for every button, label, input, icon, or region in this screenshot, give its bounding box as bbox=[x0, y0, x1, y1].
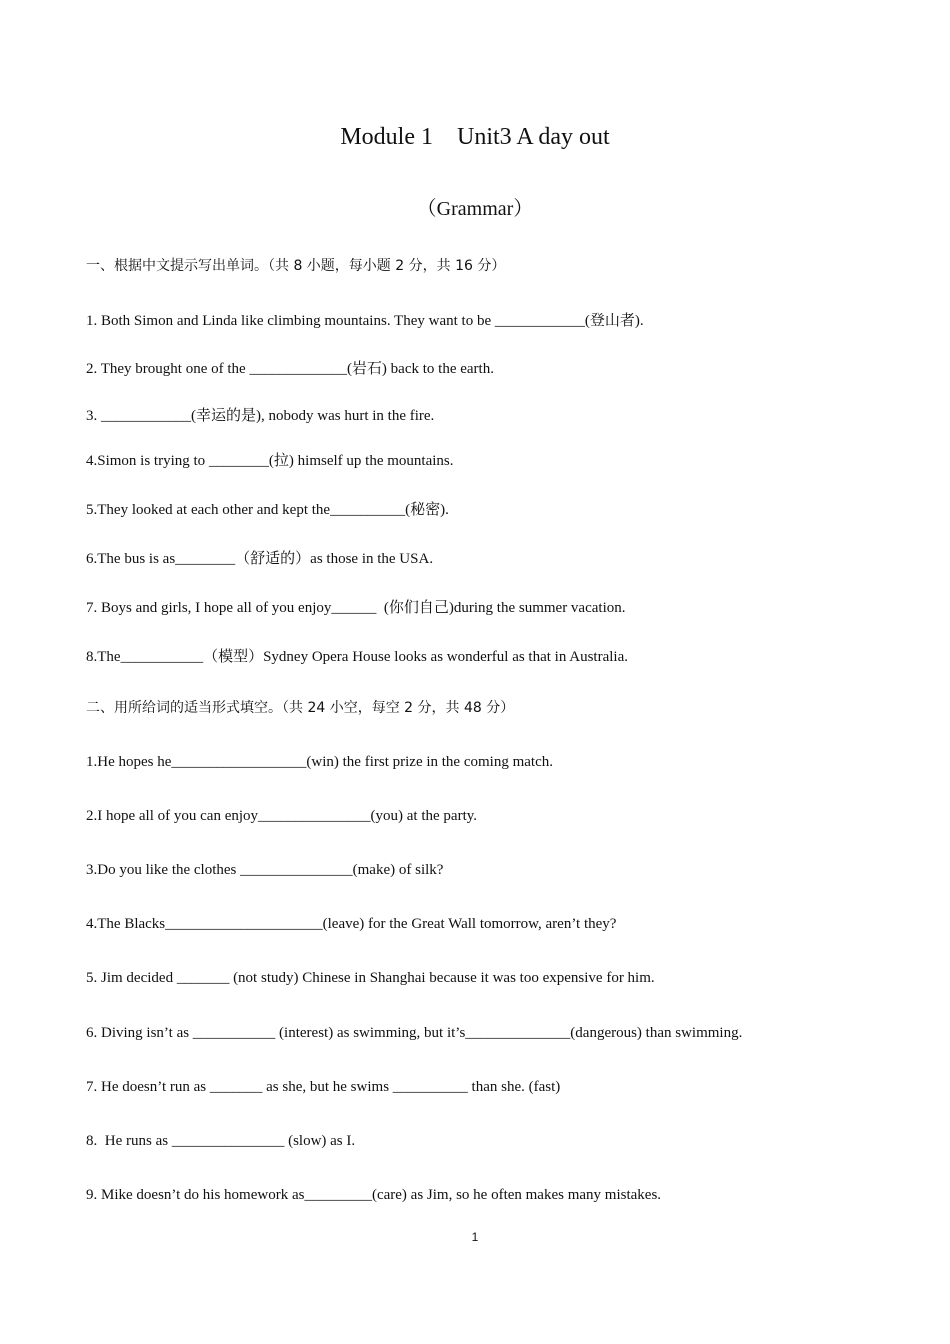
section2-question: 2.I hope all of you can enjoy_______________(you) at the party. bbox=[86, 808, 478, 824]
section2-question: 5. Jim decided _______ (not study) Chinese in Shanghai because it was too expensive for him. bbox=[86, 970, 655, 986]
section2-question: 1.He hopes he__________________(win) the first prize in the coming match. bbox=[86, 754, 553, 770]
section1-question: 1. Both Simon and Linda like climbing mountains. They want to be ____________(登山者). bbox=[86, 313, 644, 329]
page-subtitle: （Grammar） bbox=[416, 198, 534, 220]
section1-question: 7. Boys and girls, I hope all of you enjoy______ (你们自己)during the summer vacation. bbox=[86, 600, 626, 616]
section2-question: 6. Diving isn’t as ___________ (interest) as swimming, but it’s______________(dangerous) than swimming. bbox=[86, 1025, 743, 1041]
section1-heading: 一、根据中文提示写出单词。（共 8 小题，每小题 2 分，共 16 分） bbox=[86, 258, 506, 274]
section1-question: 3. ____________(幸运的是), nobody was hurt in the fire. bbox=[86, 408, 435, 424]
section2-question: 7. He doesn’t run as _______ as she, but he swims __________ than she. (fast) bbox=[86, 1079, 561, 1095]
page-title: Module 1 Unit3 A day out bbox=[340, 124, 610, 150]
section1-question: 8.The___________（模型）Sydney Opera House looks as wonderful as that in Australia. bbox=[86, 649, 628, 665]
page-number: 1 bbox=[471, 1230, 479, 1244]
section1-question: 6.The bus is as________（舒适的）as those in the USA. bbox=[86, 551, 434, 567]
section2-question: 8. He runs as _______________ (slow) as I. bbox=[86, 1133, 356, 1149]
section2-question: 4.The Blacks_____________________(leave) for the Great Wall tomorrow, aren’t they? bbox=[86, 916, 617, 932]
section1-question: 2. They brought one of the _____________(岩石) back to the earth. bbox=[86, 361, 494, 377]
section1-question: 4.Simon is trying to ________(拉) himself up the mountains. bbox=[86, 453, 454, 469]
section2-question: 3.Do you like the clothes _______________(make) of silk? bbox=[86, 862, 444, 878]
section1-question: 5.They looked at each other and kept the__________(秘密). bbox=[86, 502, 449, 518]
section2-heading: 二、用所给词的适当形式填空。（共 24 小空，每空 2 分，共 48 分） bbox=[86, 700, 515, 716]
section2-question: 9. Mike doesn’t do his homework as_________(care) as Jim, so he often makes many mistakes. bbox=[86, 1187, 662, 1203]
